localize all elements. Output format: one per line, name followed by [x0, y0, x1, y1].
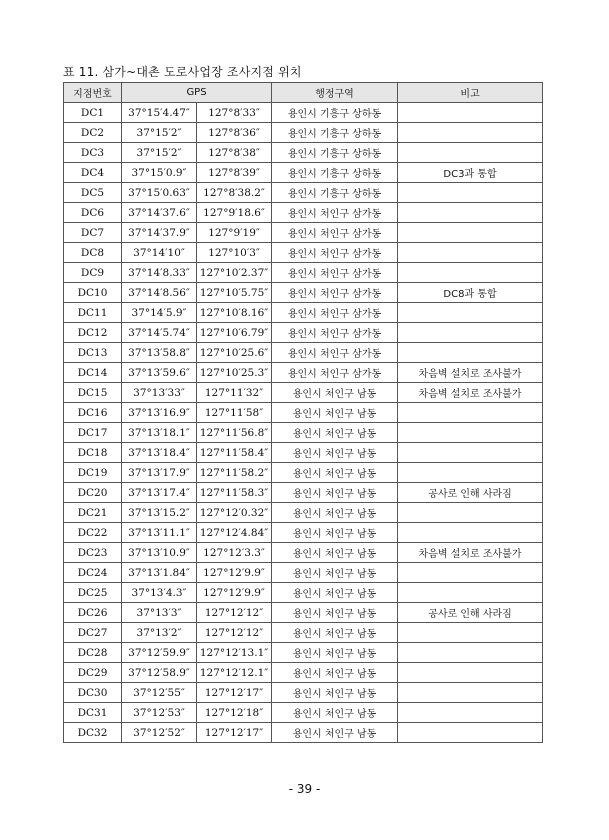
admin-area-cell: 용인시 처인구 남동: [272, 523, 398, 543]
latitude-cell: 37°13′18.4″: [122, 443, 197, 463]
longitude-cell: 127°8′38″: [197, 143, 272, 163]
point-id-cell: DC21: [64, 503, 122, 523]
table-row: [64, 603, 543, 623]
remarks-cell: [398, 103, 543, 123]
table-row: [64, 163, 543, 183]
remarks-cell: [398, 143, 543, 163]
remarks-cell: [398, 263, 543, 283]
remarks-cell: [398, 583, 543, 603]
table-row: [64, 423, 543, 443]
longitude-cell: 127°10′3″: [197, 243, 272, 263]
point-id-cell: DC8: [64, 243, 122, 263]
point-id-cell: DC27: [64, 623, 122, 643]
point-id-cell: DC15: [64, 383, 122, 403]
table-row: [64, 323, 543, 343]
remarks-cell: [398, 423, 543, 443]
admin-area-cell: 용인시 처인구 남동: [272, 383, 398, 403]
table-row: [64, 303, 543, 323]
longitude-cell: 127°12′17″: [197, 723, 272, 743]
admin-area-cell: 용인시 처인구 남동: [272, 623, 398, 643]
admin-area-cell: 용인시 처인구 남동: [272, 503, 398, 523]
longitude-cell: 127°12′12″: [197, 603, 272, 623]
longitude-cell: 127°11′56.8″: [197, 423, 272, 443]
table-header-row: [64, 83, 543, 103]
longitude-cell: 127°12′18″: [197, 703, 272, 723]
latitude-cell: 37°15′0.63″: [122, 183, 197, 203]
latitude-cell: 37°14′10″: [122, 243, 197, 263]
longitude-cell: 127°11′32″: [197, 383, 272, 403]
longitude-cell: 127°10′8.16″: [197, 303, 272, 323]
remarks-cell: 공사로 인해 사라짐: [398, 603, 543, 623]
longitude-cell: 127°10′25.6″: [197, 343, 272, 363]
table-row: [64, 643, 543, 663]
longitude-cell: 127°10′5.75″: [197, 283, 272, 303]
latitude-cell: 37°12′59.9″: [122, 643, 197, 663]
remarks-cell: [398, 183, 543, 203]
latitude-cell: 37°14′5.9″: [122, 303, 197, 323]
point-id-cell: DC23: [64, 543, 122, 563]
page-number: - 39 -: [288, 782, 321, 796]
latitude-cell: 37°13′3″: [122, 603, 197, 623]
point-id-cell: DC3: [64, 143, 122, 163]
table-row: [64, 103, 543, 123]
table-row: [64, 463, 543, 483]
table-row: [64, 483, 543, 503]
table-row: [64, 143, 543, 163]
latitude-cell: 37°13′18.1″: [122, 423, 197, 443]
table-row: [64, 583, 543, 603]
latitude-cell: 37°12′52″: [122, 723, 197, 743]
table-row: [64, 663, 543, 683]
point-id-cell: DC4: [64, 163, 122, 183]
admin-area-cell: 용인시 기흥구 상하동: [272, 103, 398, 123]
latitude-cell: 37°13′1.84″: [122, 563, 197, 583]
latitude-cell: 37°15′4.47″: [122, 103, 197, 123]
admin-area-cell: 용인시 처인구 남동: [272, 483, 398, 503]
table-row: [64, 563, 543, 583]
latitude-cell: 37°13′16.9″: [122, 403, 197, 423]
table-body: [64, 103, 543, 743]
admin-area-cell: 용인시 처인구 남동: [272, 643, 398, 663]
point-id-cell: DC16: [64, 403, 122, 423]
remarks-cell: 공사로 인해 사라짐: [398, 483, 543, 503]
point-id-cell: DC10: [64, 283, 122, 303]
point-id-cell: DC20: [64, 483, 122, 503]
remarks-cell: DC3과 통합: [398, 163, 543, 183]
table-caption: 표 11. 삼가~대촌 도로사업장 조사지점 위치: [63, 65, 302, 79]
remarks-cell: 차음벽 설치로 조사불가: [398, 543, 543, 563]
admin-area-cell: 용인시 처인구 남동: [272, 683, 398, 703]
table-row: [64, 683, 543, 703]
admin-area-cell: 용인시 처인구 남동: [272, 423, 398, 443]
remarks-cell: 차음벽 설치로 조사불가: [398, 383, 543, 403]
point-id-cell: DC14: [64, 363, 122, 383]
remarks-cell: DC8과 통합: [398, 283, 543, 303]
latitude-cell: 37°13′17.4″: [122, 483, 197, 503]
longitude-cell: 127°8′38.2″: [197, 183, 272, 203]
table-row: [64, 503, 543, 523]
point-id-cell: DC31: [64, 703, 122, 723]
remarks-cell: [398, 203, 543, 223]
latitude-cell: 37°13′4.3″: [122, 583, 197, 603]
table-row: [64, 203, 543, 223]
remarks-cell: [398, 703, 543, 723]
admin-area-cell: 용인시 기흥구 상하동: [272, 143, 398, 163]
table-row: [64, 183, 543, 203]
longitude-cell: 127°9′19″: [197, 223, 272, 243]
longitude-cell: 127°12′13.1″: [197, 643, 272, 663]
point-id-cell: DC6: [64, 203, 122, 223]
admin-area-cell: 용인시 처인구 삼가동: [272, 323, 398, 343]
longitude-cell: 127°12′17″: [197, 683, 272, 703]
remarks-cell: [398, 323, 543, 343]
remarks-cell: [398, 243, 543, 263]
header-remarks: 비고: [398, 83, 543, 103]
admin-area-cell: 용인시 처인구 삼가동: [272, 203, 398, 223]
remarks-cell: [398, 623, 543, 643]
admin-area-cell: 용인시 처인구 남동: [272, 443, 398, 463]
point-id-cell: DC25: [64, 583, 122, 603]
remarks-cell: [398, 563, 543, 583]
remarks-cell: [398, 503, 543, 523]
header-admin-area: 행정구역: [272, 83, 398, 103]
point-id-cell: DC11: [64, 303, 122, 323]
longitude-cell: 127°12′4.84″: [197, 523, 272, 543]
latitude-cell: 37°14′8.33″: [122, 263, 197, 283]
latitude-cell: 37°13′11.1″: [122, 523, 197, 543]
table-row: [64, 723, 543, 743]
longitude-cell: 127°12′9.9″: [197, 563, 272, 583]
longitude-cell: 127°11′58″: [197, 403, 272, 423]
table-row: [64, 283, 543, 303]
longitude-cell: 127°8′33″: [197, 103, 272, 123]
table-row: [64, 543, 543, 563]
point-id-cell: DC17: [64, 423, 122, 443]
header-point-id: 지점번호: [64, 83, 122, 103]
admin-area-cell: 용인시 기흥구 상하동: [272, 123, 398, 143]
latitude-cell: 37°14′5.74″: [122, 323, 197, 343]
remarks-cell: [398, 443, 543, 463]
admin-area-cell: 용인시 처인구 삼가동: [272, 243, 398, 263]
latitude-cell: 37°12′55″: [122, 683, 197, 703]
admin-area-cell: 용인시 처인구 삼가동: [272, 303, 398, 323]
longitude-cell: 127°12′12.1″: [197, 663, 272, 683]
latitude-cell: 37°15′0.9″: [122, 163, 197, 183]
point-id-cell: DC24: [64, 563, 122, 583]
table-row: [64, 223, 543, 243]
point-id-cell: DC28: [64, 643, 122, 663]
longitude-cell: 127°12′9.9″: [197, 583, 272, 603]
point-id-cell: DC29: [64, 663, 122, 683]
admin-area-cell: 용인시 기흥구 상하동: [272, 163, 398, 183]
admin-area-cell: 용인시 처인구 남동: [272, 603, 398, 623]
longitude-cell: 127°8′39″: [197, 163, 272, 183]
admin-area-cell: 용인시 기흥구 상하동: [272, 183, 398, 203]
admin-area-cell: 용인시 처인구 남동: [272, 723, 398, 743]
longitude-cell: 127°10′25.3″: [197, 363, 272, 383]
point-id-cell: DC19: [64, 463, 122, 483]
remarks-cell: [398, 303, 543, 323]
latitude-cell: 37°13′17.9″: [122, 463, 197, 483]
point-id-cell: DC18: [64, 443, 122, 463]
admin-area-cell: 용인시 처인구 삼가동: [272, 223, 398, 243]
latitude-cell: 37°15′2″: [122, 143, 197, 163]
point-id-cell: DC7: [64, 223, 122, 243]
longitude-cell: 127°10′6.79″: [197, 323, 272, 343]
latitude-cell: 37°15′2″: [122, 123, 197, 143]
point-id-cell: DC22: [64, 523, 122, 543]
point-id-cell: DC30: [64, 683, 122, 703]
latitude-cell: 37°13′58.8″: [122, 343, 197, 363]
header-gps: GPS: [122, 83, 272, 103]
admin-area-cell: 용인시 처인구 남동: [272, 463, 398, 483]
point-id-cell: DC32: [64, 723, 122, 743]
point-id-cell: DC9: [64, 263, 122, 283]
admin-area-cell: 용인시 처인구 삼가동: [272, 363, 398, 383]
latitude-cell: 37°14′8.56″: [122, 283, 197, 303]
latitude-cell: 37°13′33″: [122, 383, 197, 403]
table-row: [64, 383, 543, 403]
table-row: [64, 243, 543, 263]
survey-location-table: [63, 82, 543, 743]
table-row: [64, 343, 543, 363]
remarks-cell: [398, 223, 543, 243]
point-id-cell: DC5: [64, 183, 122, 203]
admin-area-cell: 용인시 처인구 삼가동: [272, 343, 398, 363]
remarks-cell: [398, 123, 543, 143]
longitude-cell: 127°8′36″: [197, 123, 272, 143]
remarks-cell: [398, 463, 543, 483]
latitude-cell: 37°12′58.9″: [122, 663, 197, 683]
longitude-cell: 127°10′2.37″: [197, 263, 272, 283]
longitude-cell: 127°12′0.32″: [197, 503, 272, 523]
table-row: [64, 123, 543, 143]
latitude-cell: 37°14′37.9″: [122, 223, 197, 243]
remarks-cell: [398, 683, 543, 703]
latitude-cell: 37°12′53″: [122, 703, 197, 723]
remarks-cell: [398, 403, 543, 423]
table-row: [64, 403, 543, 423]
admin-area-cell: 용인시 처인구 남동: [272, 403, 398, 423]
point-id-cell: DC2: [64, 123, 122, 143]
longitude-cell: 127°11′58.3″: [197, 483, 272, 503]
latitude-cell: 37°13′10.9″: [122, 543, 197, 563]
remarks-cell: [398, 663, 543, 683]
admin-area-cell: 용인시 처인구 남동: [272, 563, 398, 583]
remarks-cell: 차음벽 설치로 조사불가: [398, 363, 543, 383]
point-id-cell: DC12: [64, 323, 122, 343]
admin-area-cell: 용인시 처인구 남동: [272, 663, 398, 683]
admin-area-cell: 용인시 처인구 남동: [272, 703, 398, 723]
longitude-cell: 127°12′12″: [197, 623, 272, 643]
table-row: [64, 443, 543, 463]
longitude-cell: 127°11′58.4″: [197, 443, 272, 463]
remarks-cell: [398, 723, 543, 743]
table-row: [64, 703, 543, 723]
latitude-cell: 37°13′2″: [122, 623, 197, 643]
table-row: [64, 623, 543, 643]
latitude-cell: 37°13′15.2″: [122, 503, 197, 523]
point-id-cell: DC13: [64, 343, 122, 363]
admin-area-cell: 용인시 처인구 남동: [272, 543, 398, 563]
longitude-cell: 127°11′58.2″: [197, 463, 272, 483]
remarks-cell: [398, 643, 543, 663]
table-row: [64, 363, 543, 383]
latitude-cell: 37°14′37.6″: [122, 203, 197, 223]
longitude-cell: 127°9′18.6″: [197, 203, 272, 223]
table-row: [64, 523, 543, 543]
remarks-cell: [398, 343, 543, 363]
latitude-cell: 37°13′59.6″: [122, 363, 197, 383]
admin-area-cell: 용인시 처인구 삼가동: [272, 263, 398, 283]
point-id-cell: DC26: [64, 603, 122, 623]
longitude-cell: 127°12′3.3″: [197, 543, 272, 563]
point-id-cell: DC1: [64, 103, 122, 123]
remarks-cell: [398, 523, 543, 543]
admin-area-cell: 용인시 처인구 삼가동: [272, 283, 398, 303]
admin-area-cell: 용인시 처인구 남동: [272, 583, 398, 603]
table-row: [64, 263, 543, 283]
